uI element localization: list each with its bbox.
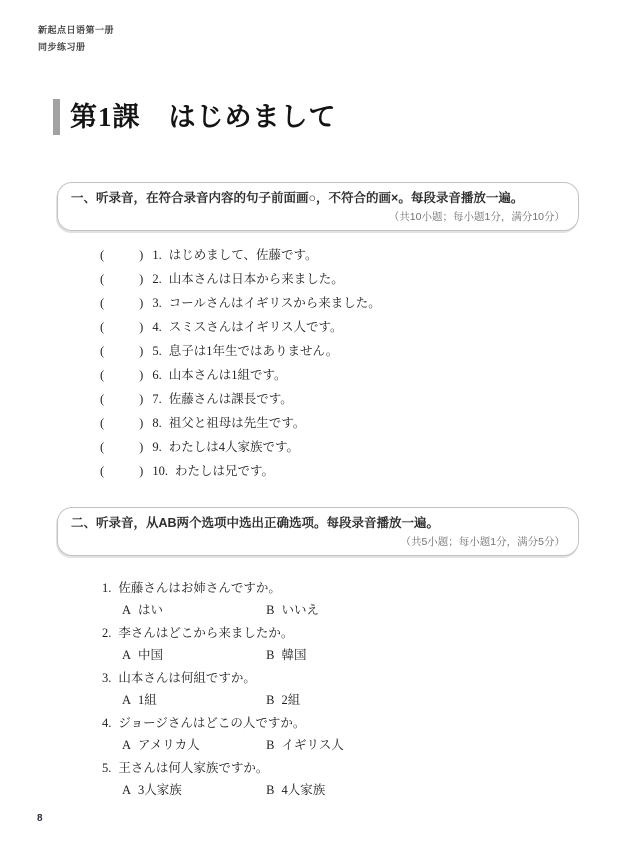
list-item — [100, 339, 381, 363]
options-line — [102, 689, 344, 711]
question — [102, 577, 344, 621]
option-b — [266, 689, 300, 711]
answer-blank-open: ( — [100, 416, 105, 430]
item-number: 2. — [152, 272, 162, 286]
item-text: スミスさんはイギリス人です。 — [168, 320, 343, 334]
item-text: コールさんはイギリスから来ました。 — [168, 296, 381, 310]
item-number: 8. — [152, 416, 162, 430]
item-text: 祖父と祖母は先生です。 — [168, 416, 306, 430]
option-b — [266, 644, 306, 666]
question-number: 3. — [102, 671, 112, 685]
option-b-label: B — [266, 738, 275, 752]
option-b-text: いいえ — [281, 603, 319, 617]
list-item — [100, 411, 381, 435]
option-a-text: 中国 — [138, 648, 164, 662]
question — [102, 667, 344, 711]
answer-blank-open: ( — [100, 272, 105, 286]
option-a-label: A — [122, 738, 132, 752]
option-a-text: はい — [138, 603, 164, 617]
section2-instruction-box — [57, 507, 579, 556]
options-line — [102, 779, 344, 801]
section1-instruction-box — [57, 182, 579, 231]
item-number: 10. — [152, 464, 168, 478]
page-number: 8 — [37, 813, 43, 824]
section1-item-list — [100, 243, 381, 483]
option-b-label: B — [266, 693, 275, 707]
answer-blank-open: ( — [100, 248, 105, 262]
option-b — [266, 734, 344, 756]
answer-blank-open: ( — [100, 296, 105, 310]
list-item — [100, 291, 381, 315]
item-text: わたしは兄です。 — [174, 464, 274, 478]
item-text: 山本さんは1組です。 — [168, 368, 287, 382]
option-b-text: 韓国 — [281, 648, 307, 662]
question-text: 佐藤さんはお姉さんですか。 — [118, 581, 281, 595]
answer-blank-close: ) — [139, 296, 144, 310]
section2-points: （共5小题；每小题1分，满分5分） — [400, 536, 565, 548]
option-a-text: 3人家族 — [138, 783, 182, 797]
option-a-label: A — [122, 783, 132, 797]
options-line — [102, 734, 344, 756]
book-title: 新起点日语第一册 — [38, 25, 115, 35]
question — [102, 712, 344, 756]
list-item — [100, 363, 381, 387]
list-item — [100, 387, 381, 411]
options-line — [102, 599, 344, 621]
question-number: 4. — [102, 716, 112, 730]
question-text: 王さんは何人家族ですか。 — [118, 761, 269, 775]
item-number: 1. — [152, 248, 162, 262]
question-text: 李さんはどこから来ましたか。 — [118, 626, 294, 640]
question-text-line — [102, 622, 344, 644]
answer-blank-close: ) — [139, 416, 144, 430]
option-a — [122, 779, 263, 801]
option-b-text: 2組 — [281, 693, 301, 707]
answer-blank-open: ( — [100, 368, 105, 382]
item-number: 9. — [152, 440, 162, 454]
answer-blank-open: ( — [100, 320, 105, 334]
item-number: 5. — [152, 344, 162, 358]
option-a-label: A — [122, 693, 132, 707]
option-a-label: A — [122, 648, 132, 662]
item-number: 3. — [152, 296, 162, 310]
answer-blank-close: ) — [139, 464, 144, 478]
answer-blank-close: ) — [139, 248, 144, 262]
option-b — [266, 779, 325, 801]
option-a — [122, 599, 263, 621]
list-item — [100, 435, 381, 459]
list-item — [100, 243, 381, 267]
option-a-label: A — [122, 603, 132, 617]
answer-blank-close: ) — [139, 440, 144, 454]
option-b-label: B — [266, 603, 275, 617]
question-number: 2. — [102, 626, 112, 640]
question — [102, 757, 344, 801]
list-item — [100, 315, 381, 339]
item-text: わたしは4人家族です。 — [168, 440, 299, 454]
option-b-text: イギリス人 — [281, 738, 344, 752]
section2-question-list — [102, 577, 344, 802]
item-number: 4. — [152, 320, 162, 334]
section1-title: 一、听录音，在符合录音内容的句子前面画○，不符合的画×。每段录音播放一遍。 — [71, 191, 524, 205]
option-a — [122, 734, 263, 756]
option-a-text: 1組 — [138, 693, 157, 707]
section1-points: （共10小题；每小题1分，满分10分） — [388, 211, 565, 223]
option-a-text: アメリカ人 — [138, 738, 200, 752]
question-text-line — [102, 667, 344, 689]
option-b-label: B — [266, 783, 275, 797]
lesson-title — [53, 99, 337, 135]
option-b — [266, 599, 319, 621]
answer-blank-open: ( — [100, 464, 105, 478]
list-item — [100, 459, 381, 483]
item-text: 山本さんは日本から来ました。 — [168, 272, 344, 286]
item-number: 7. — [152, 392, 162, 406]
question-number: 5. — [102, 761, 112, 775]
item-text: 佐藤さんは課長です。 — [168, 392, 293, 406]
answer-blank-close: ) — [139, 368, 144, 382]
item-number: 6. — [152, 368, 162, 382]
answer-blank-open: ( — [100, 344, 105, 358]
question-text: 山本さんは何組ですか。 — [118, 671, 256, 685]
answer-blank-open: ( — [100, 392, 105, 406]
answer-blank-close: ) — [139, 320, 144, 334]
running-head — [38, 22, 114, 56]
question-number: 1. — [102, 581, 112, 595]
option-a — [122, 644, 263, 666]
question — [102, 622, 344, 666]
option-a — [122, 689, 263, 711]
item-text: 息子は1年生ではありません。 — [168, 344, 339, 358]
list-item — [100, 267, 381, 291]
question-text: ジョージさんはどこの人ですか。 — [118, 716, 306, 730]
answer-blank-close: ) — [139, 392, 144, 406]
option-b-label: B — [266, 648, 275, 662]
option-b-text: 4人家族 — [281, 783, 326, 797]
section2-title: 二、听录音，从AB两个选项中选出正确选项。每段录音播放一遍。 — [71, 516, 440, 530]
answer-blank-open: ( — [100, 440, 105, 454]
book-subtitle: 同步练习册 — [38, 42, 86, 52]
lesson-title-text: 第1課 はじめまして — [70, 102, 337, 132]
options-line — [102, 644, 344, 666]
answer-blank-close: ) — [139, 344, 144, 358]
question-text-line — [102, 577, 344, 599]
question-text-line — [102, 757, 344, 779]
item-text: はじめまして、佐藤です。 — [168, 248, 318, 262]
question-text-line — [102, 712, 344, 734]
answer-blank-close: ) — [139, 272, 144, 286]
title-accent-bar — [53, 99, 60, 135]
